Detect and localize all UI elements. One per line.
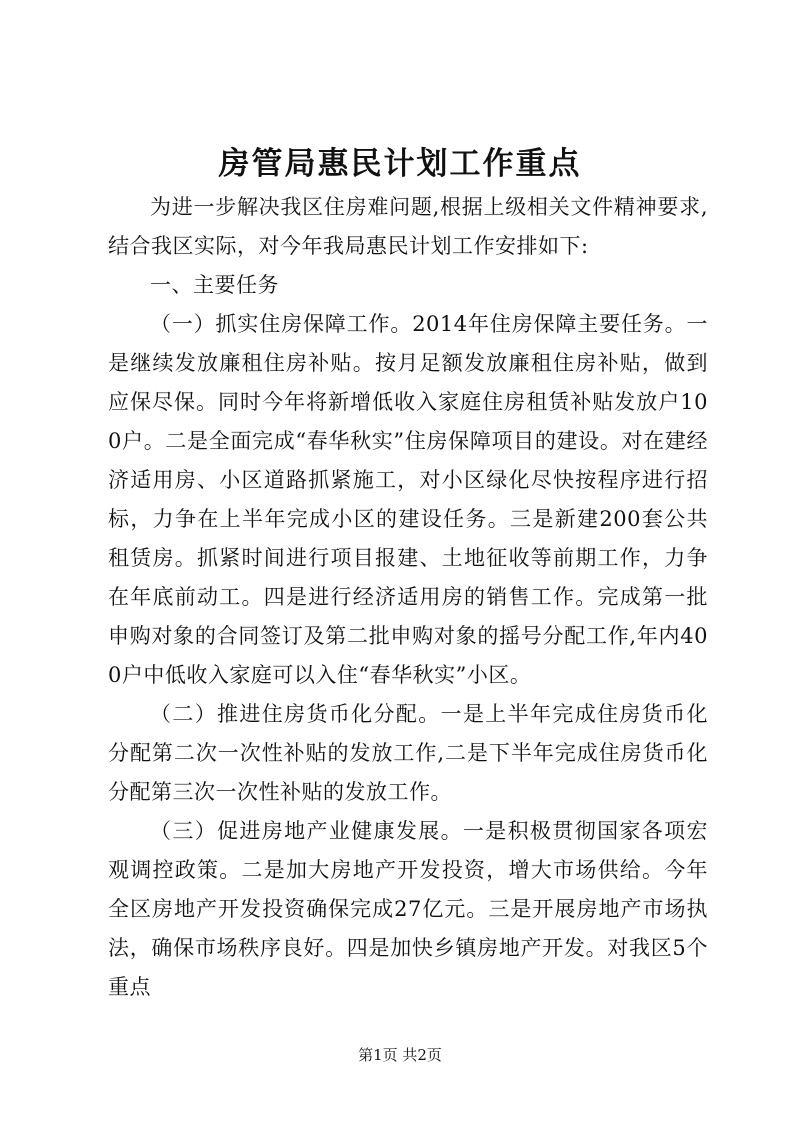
section-heading-main-tasks: 一、主要任务 <box>150 273 279 297</box>
paragraph-housing-security: （一）抓实住房保障工作。2014年住房保障主要任务。一是继续发放廉租住房补贴。按月足额发放廉租住房补贴，做到应保尽保。同时今年将新增低收入家庭住房租赁补贴发放户100户。二是全面完成“春华秋实”住房保障项目的建设。对在建经济适用房、小区道路抓紧施工，对小区绿化尽快按程序进行招标，力争在上半年完成小区的建设任务。三是新建200套公共租赁房。抓紧时间进行项目报建、土地征收等前期工作，力争在年底前动工。四是进行经济适用房的销售工作。完成第一批申购对象的合同签订及第二批申购对象的摇号分配工作,年内400户中低收入家庭可以入住“春华秋实”小区。 <box>108 312 708 687</box>
page-footer: 第1页 共2页 <box>358 1046 442 1064</box>
paragraph-monetized-allocation: （二）推进住房货币化分配。一是上半年完成住房货币化分配第二次一次性补贴的发放工作,二是下半年完成住房货币化分配第三次一次性补贴的发放工作。 <box>108 702 708 804</box>
intro-paragraph: 为进一步解决我区住房难问题,根据上级相关文件精神要求,结合我区实际，对今年我局惠民计划工作安排如下: <box>108 195 708 258</box>
document-body <box>108 188 708 1007</box>
paragraph-real-estate-development: （三）促进房地产业健康发展。一是积极贯彻国家各项宏观调控政策。二是加大房地产开发投资，增大市场供给。今年全区房地产开发投资确保完成27亿元。三是开展房地产市场执法，确保市场秩序良好。四是加快乡镇房地产开发。对我区5个重点 <box>108 819 708 999</box>
document-title: 房管局惠民计划工作重点 <box>218 146 582 182</box>
